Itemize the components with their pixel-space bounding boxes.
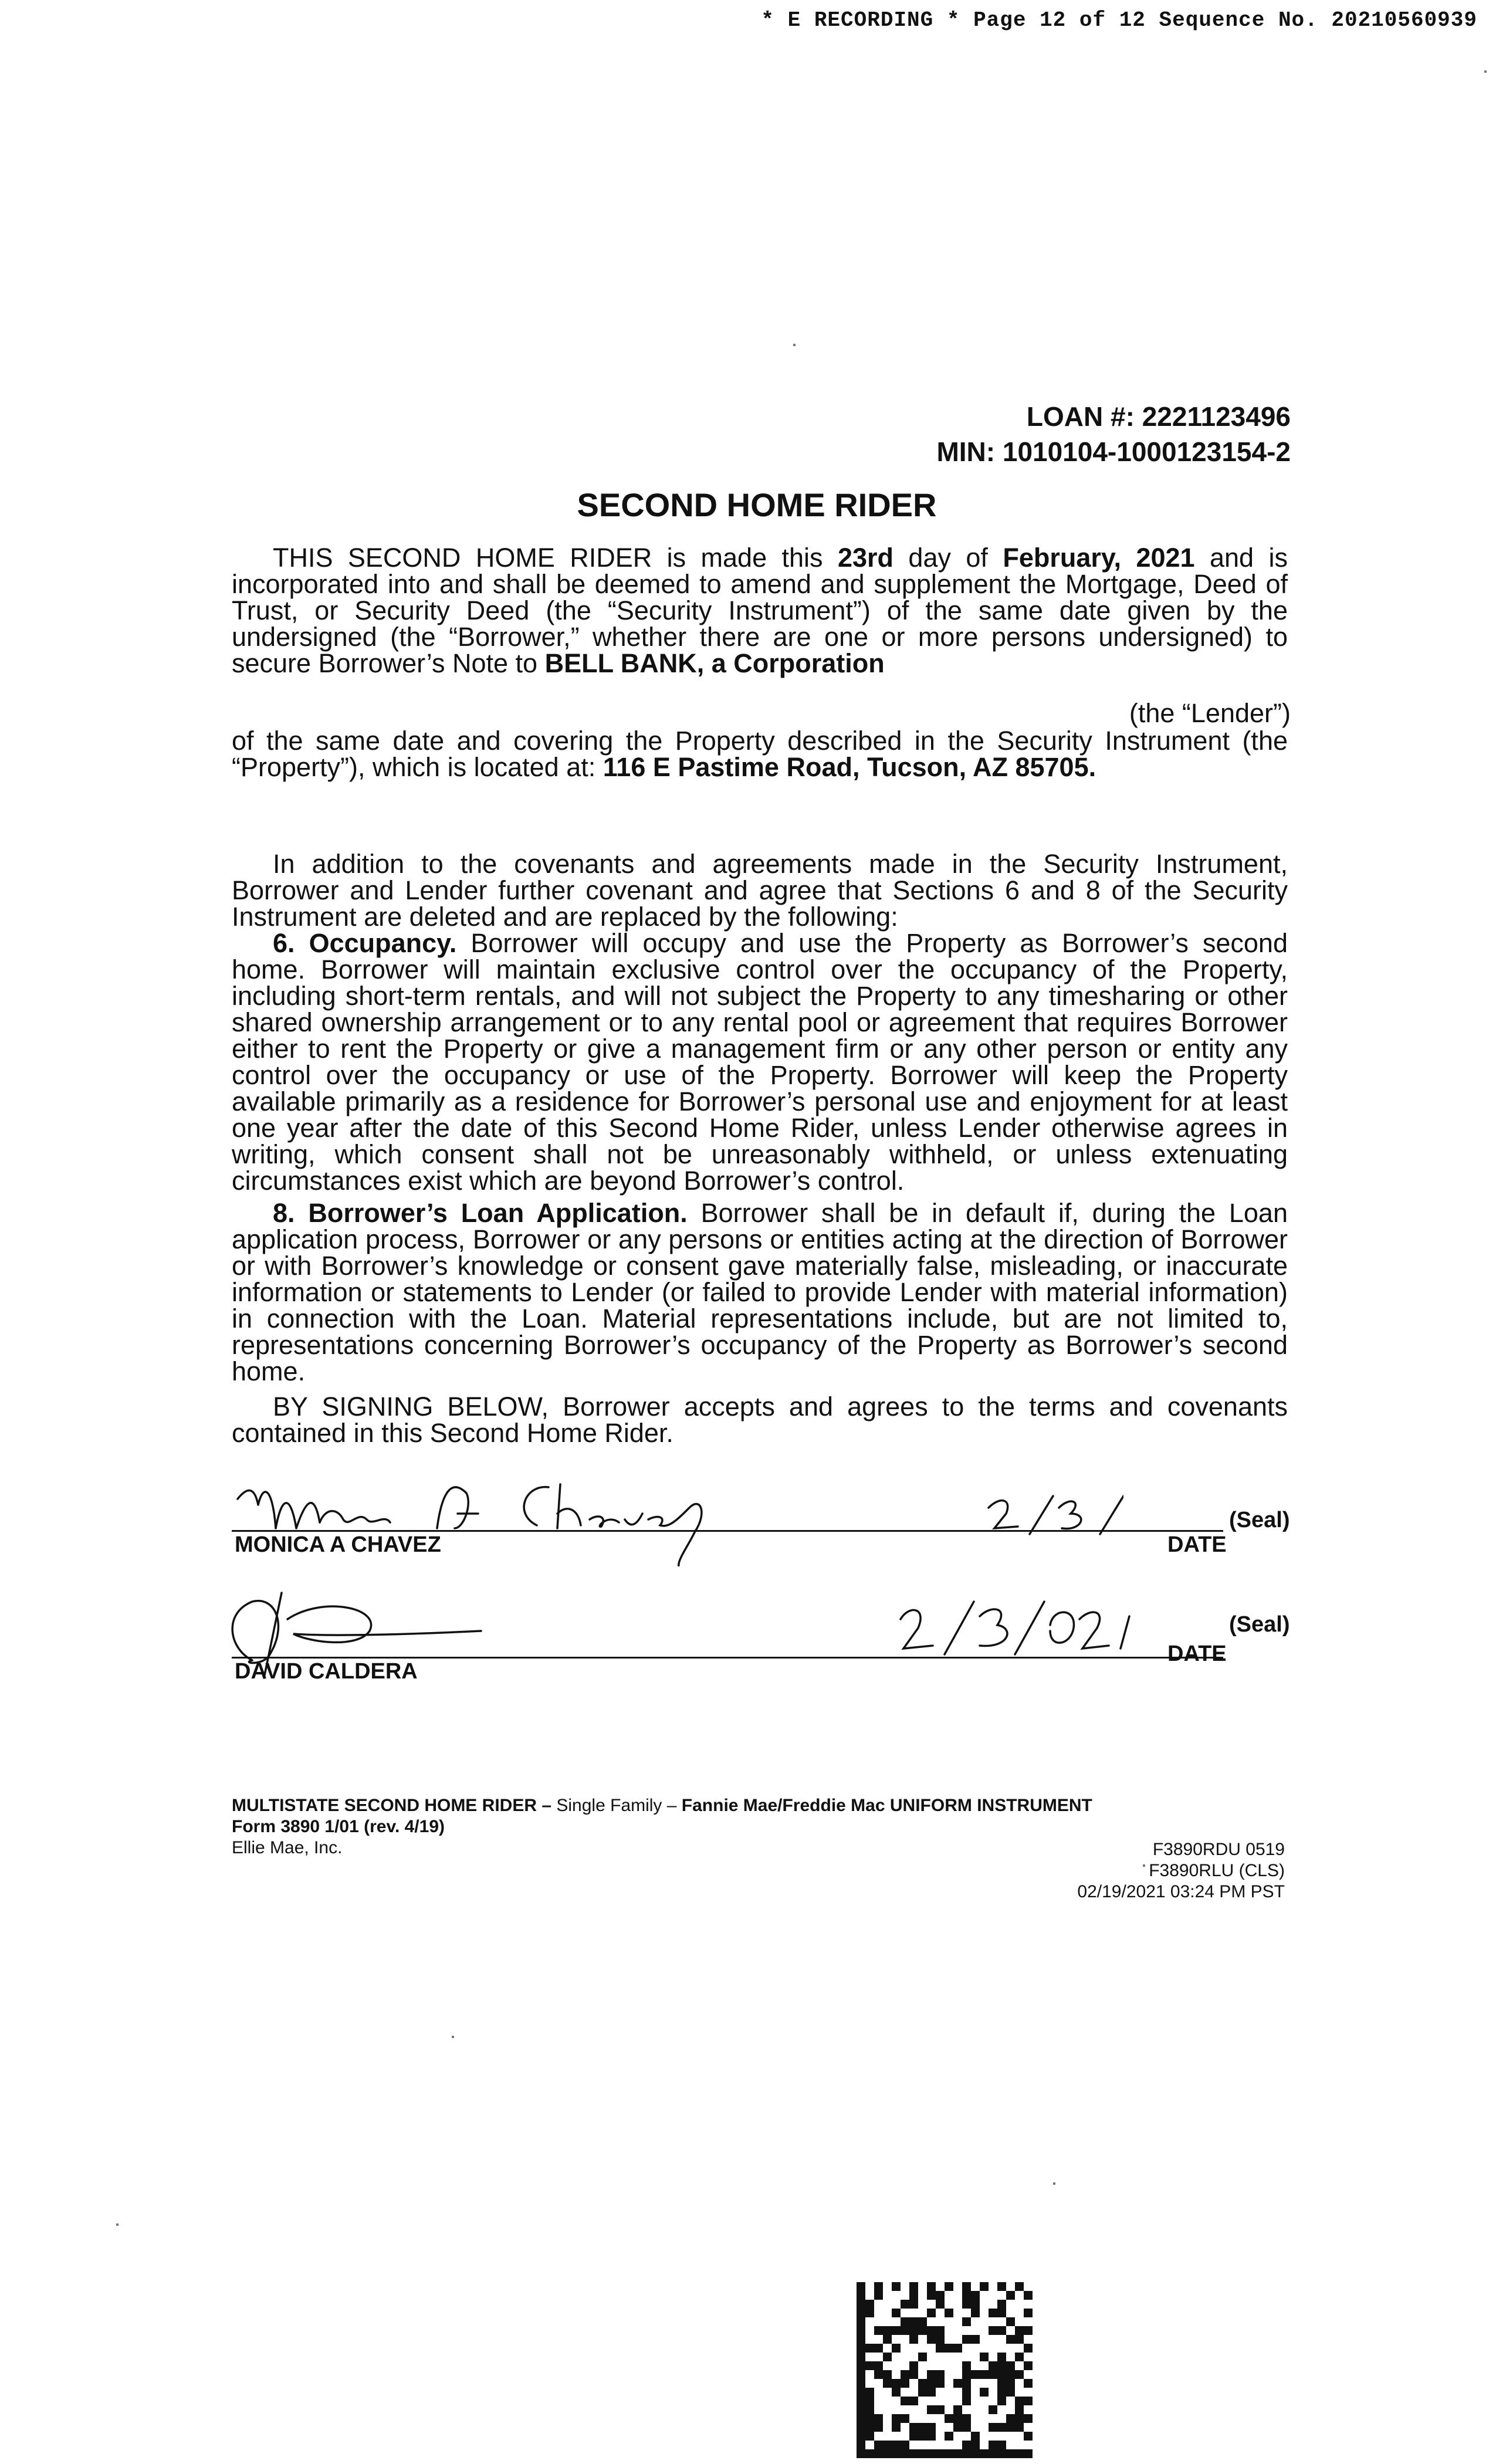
section-6-heading: Occupancy. <box>309 928 457 958</box>
covenants-intro: In addition to the covenants and agreements made in the Security Instrument, Borrower and Lender further covenant and agree that Sections 6 and 8 of the Security Instrument are deleted and are replaced by the following: <box>232 849 1288 932</box>
footer-single-family: Single Family – <box>556 1796 677 1815</box>
signer-1-name: MONICA A CHAVEZ <box>235 1532 441 1557</box>
intro-text-3: and is incorporated into and shall be deemed to amend and supplement the Mortgage, Deed of Trust, or Security Deed (the “Security Instrument”) of the same date given by the undersigned (the “Borrower,” whether there are one or more persons undersigned) to secure Borrower’s Note to <box>232 543 1288 678</box>
intro-month-year: February, 2021 <box>1003 543 1195 573</box>
section-6-number: 6. <box>273 928 295 958</box>
lender-name: BELL BANK, a Corporation <box>544 648 885 678</box>
signature-line-1 <box>232 1530 1223 1532</box>
recording-header: * E RECORDING * Page 12 of 12 Sequence No. 20210560939 <box>761 8 1477 32</box>
section-8-heading: Borrower’s Loan Application. <box>308 1198 688 1228</box>
intro-text-1: THIS SECOND HOME RIDER is made this <box>273 543 823 573</box>
signing-statement: BY SIGNING BELOW, Borrower accepts and agrees to the terms and covenants contained in this Second Home Rider. <box>232 1392 1288 1448</box>
signer-1-date-label: DATE <box>1167 1532 1227 1557</box>
loan-number: LOAN #: 2221123496 <box>1026 401 1291 432</box>
section-6-text: Borrower will occupy and use the Property as Borrower’s second home. Borrower will maintain exclusive control over the occupancy of the Property, including short-term rentals, and will not subject the Property to any timesharing or other shared ownership arrangement or to any rental pool or agreement that requires Borrower either to rent the Property or give a management firm or any other person or entity any control over the occupancy or use of the Property. Borrower will keep the Property available primarily as a residence for Borrower’s personal use and enjoyment for at least one year after the date of this Second Home Rider, unless Lender otherwise agrees in writing, which consent shall not be unreasonably withheld, or unless extenuating circumstances exist which are beyond Borrower’s control. <box>232 928 1288 1196</box>
min-number: MIN: 1010104-1000123154-2 <box>936 436 1291 467</box>
property-address: 116 E Pastime Road, Tucson, AZ 85705. <box>603 752 1096 782</box>
footer-form: Form 3890 1/01 (rev. 4/19) <box>232 1817 445 1836</box>
footer-left <box>232 1795 1092 1859</box>
signer-2-name: DAVID CALDERA <box>235 1659 418 1684</box>
section-6 <box>232 930 1288 1194</box>
scan-speck <box>1143 1864 1145 1867</box>
scan-speck <box>1484 70 1487 73</box>
scan-speck <box>1053 2182 1055 2185</box>
footer-title: MULTISTATE SECOND HOME RIDER – <box>232 1796 552 1815</box>
intro-day: 23rd <box>837 543 894 573</box>
footer-company: Ellie Mae, Inc. <box>232 1838 343 1857</box>
footer-timestamp: 02/19/2021 03:24 PM PST <box>1077 1882 1285 1901</box>
scan-speck <box>452 2036 454 2038</box>
signer-1-seal: (Seal) <box>1229 1508 1290 1532</box>
footer-right <box>1077 1839 1285 1903</box>
document-title: SECOND HOME RIDER <box>577 486 937 523</box>
signer-2-seal: (Seal) <box>1229 1612 1290 1637</box>
property-text: of the same date and covering the Property described in the Security Instrument (the “Property”), which is located at: <box>232 726 1288 782</box>
scan-speck <box>116 2223 119 2226</box>
footer-code-2: F3890RLU (CLS) <box>1149 1861 1285 1880</box>
intro-paragraph <box>232 544 1288 676</box>
section-8 <box>232 1200 1288 1385</box>
section-8-number: 8. <box>273 1198 295 1228</box>
lender-label: (the “Lender”) <box>1129 698 1291 728</box>
barcode-image <box>857 2282 1033 2458</box>
section-8-text: Borrower shall be in default if, during the Loan application process, Borrower or any persons or entities acting at the direction of Borrower or with Borrower’s knowledge or consent gave materially false, misleading, or inaccurate information or statements to Lender (or failed to provide Lender with material information) in connection with the Loan. Material representations include, but are not limited to, representations concerning Borrower’s occupancy of the Property as Borrower’s second home. <box>232 1198 1288 1386</box>
intro-text-2: day of <box>908 543 988 573</box>
footer-line-1 <box>232 1795 1092 1816</box>
property-paragraph <box>232 727 1288 780</box>
footer-uniform-instrument: Fannie Mae/Freddie Mac UNIFORM INSTRUMENT <box>681 1796 1092 1815</box>
scan-speck <box>793 344 796 346</box>
signature-line-2 <box>232 1657 1223 1659</box>
signer-2-date-label: DATE <box>1167 1641 1227 1666</box>
footer-code-1: F3890RDU 0519 <box>1152 1840 1285 1859</box>
